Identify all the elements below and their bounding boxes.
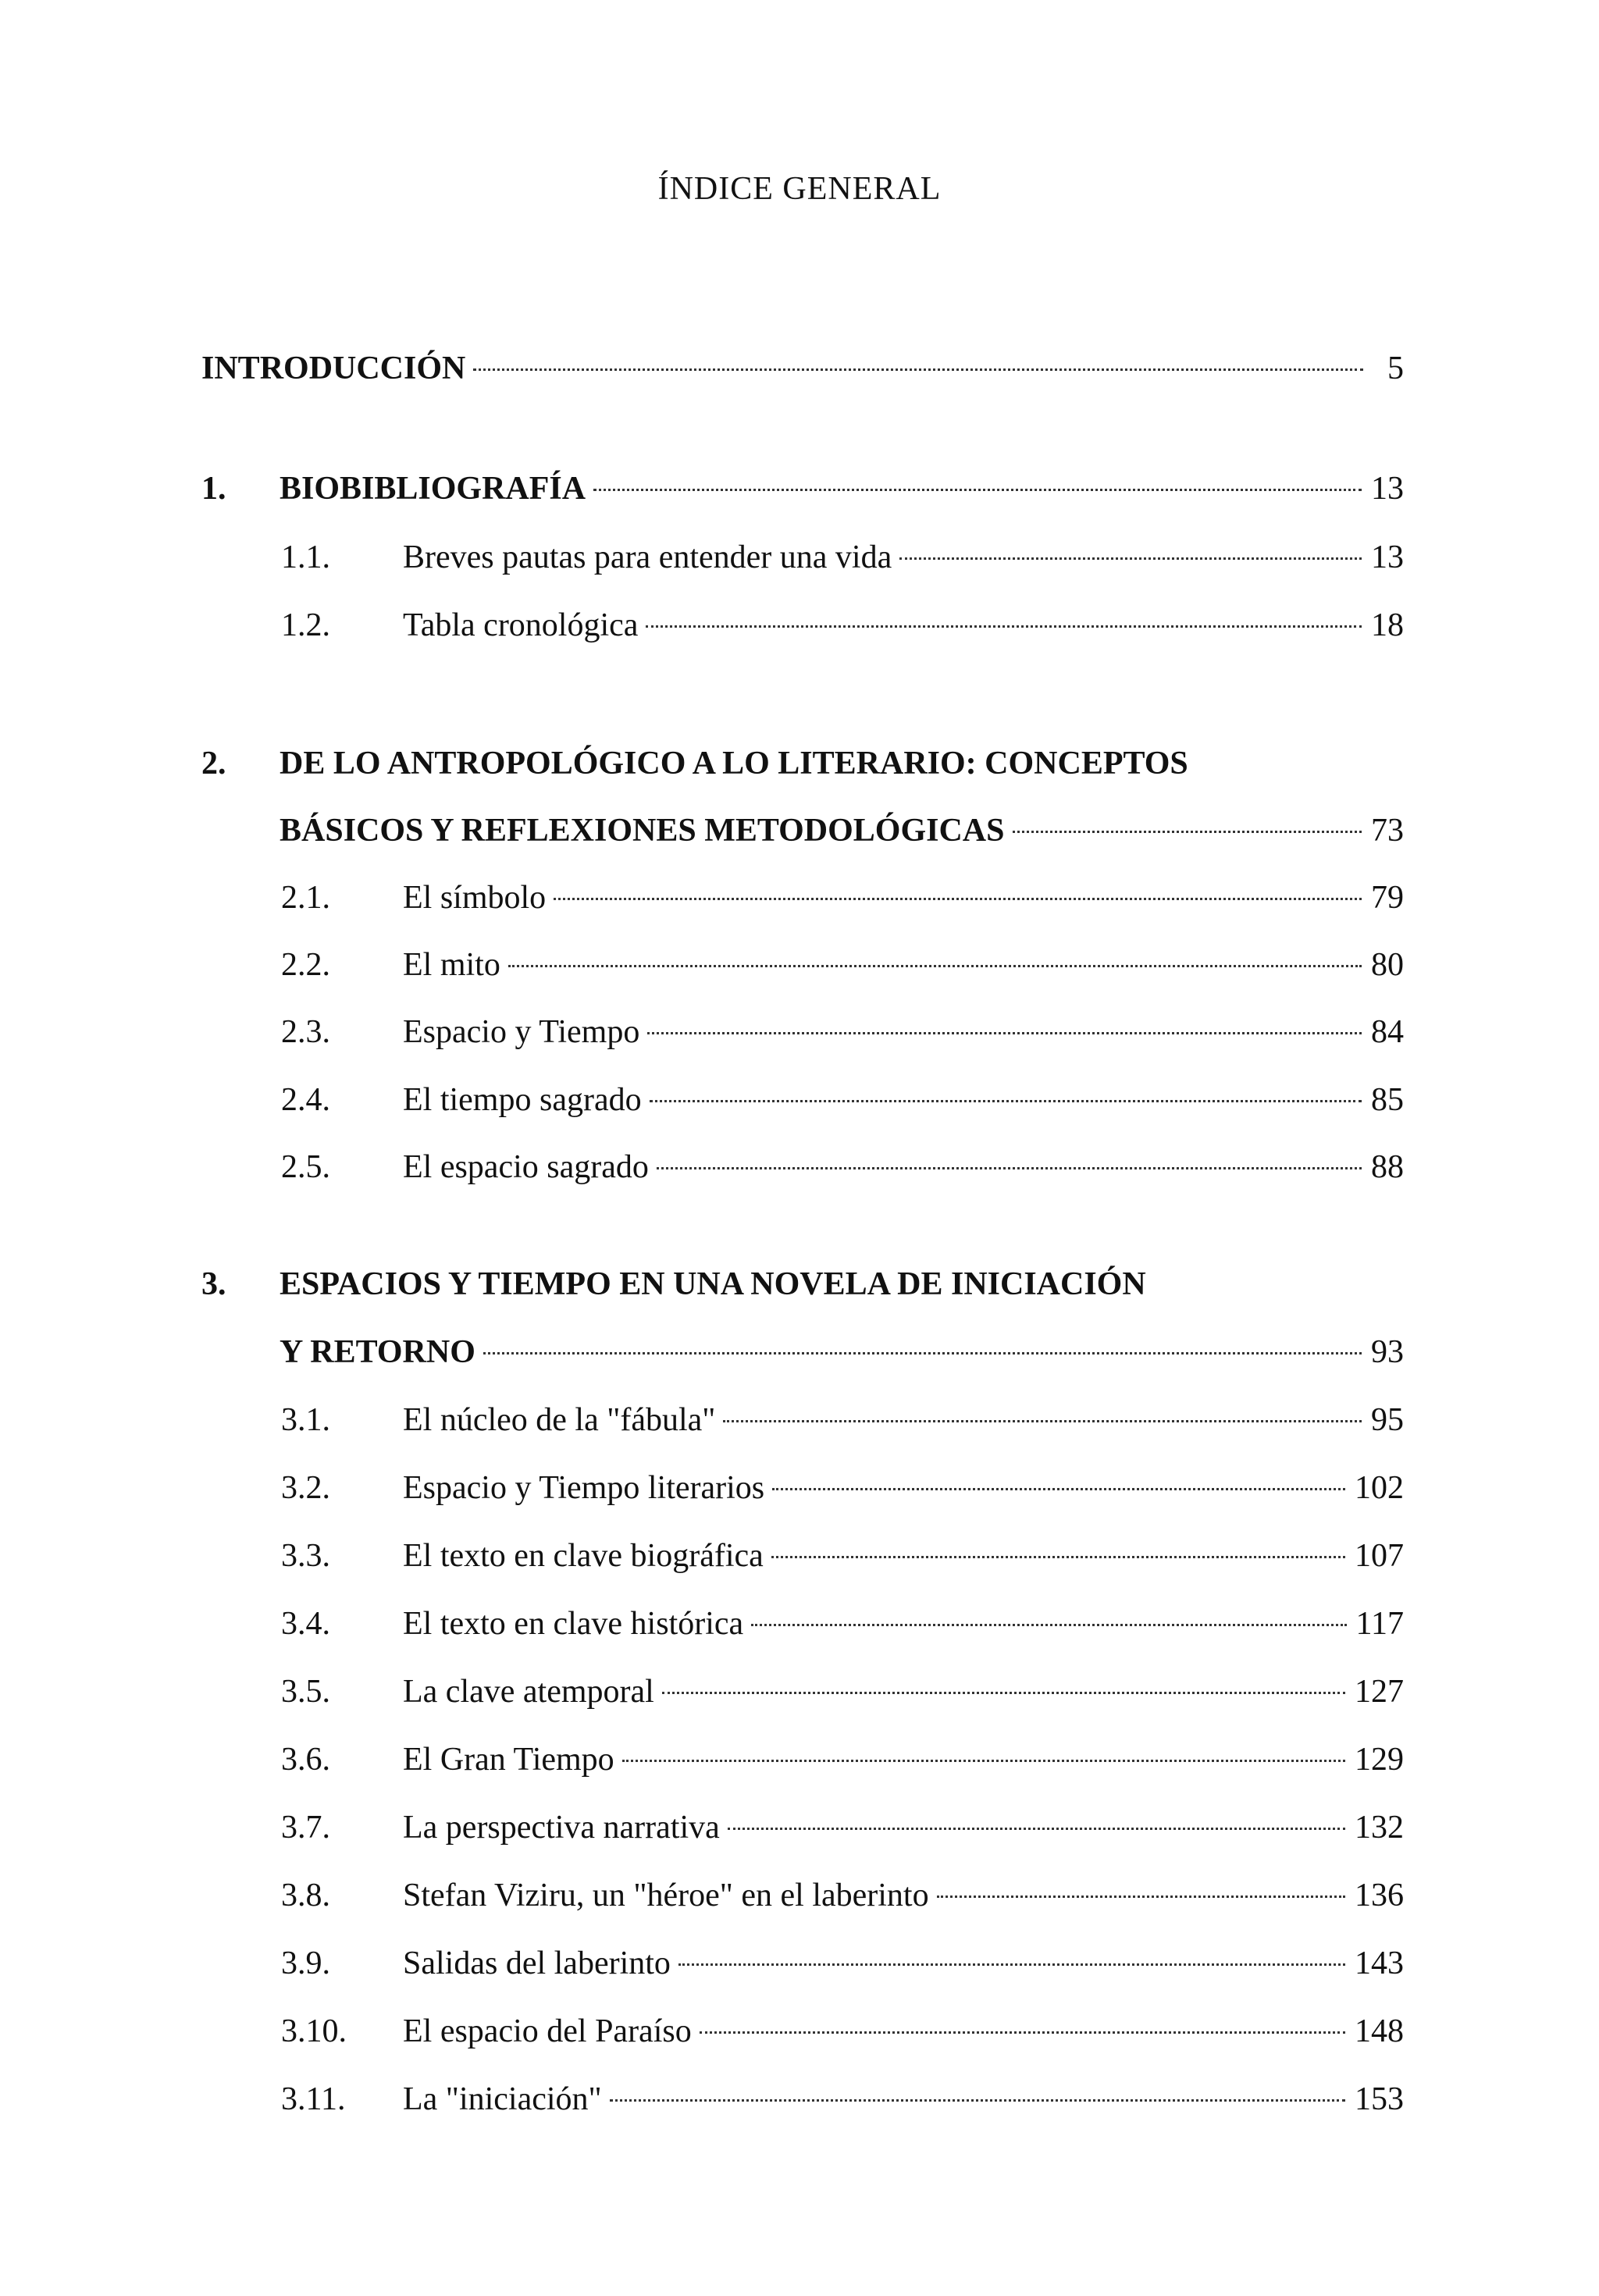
section-page: 136 <box>1355 1878 1404 1913</box>
section-label: El tiempo sagrado <box>403 1082 642 1118</box>
leader-dots <box>1013 831 1362 833</box>
toc-chapter-3-line2[interactable] <box>280 1329 1404 1376</box>
chapter-label: Y RETORNO <box>280 1334 475 1370</box>
leader-dots <box>772 1488 1345 1490</box>
section-page: 102 <box>1355 1470 1404 1506</box>
section-label: El texto en clave biográfica <box>403 1538 764 1574</box>
section-page: 18 <box>1371 607 1404 643</box>
toc-section[interactable] <box>281 2076 1404 2123</box>
section-label: El espacio del Paraíso <box>403 2013 692 2049</box>
toc-section[interactable] <box>281 1465 1404 1511</box>
section-number: 3.8. <box>281 1878 330 1913</box>
section-label: El núcleo de la "fábula" <box>403 1402 716 1438</box>
section-page: 127 <box>1355 1674 1404 1710</box>
section-number: 2.5. <box>281 1149 330 1185</box>
leader-dots <box>508 965 1362 967</box>
section-label: Breves pautas para entender una vida <box>403 539 892 575</box>
leader-dots <box>899 557 1362 560</box>
chapter-number: 3. <box>201 1266 226 1302</box>
section-page: 129 <box>1355 1742 1404 1778</box>
section-number: 3.11. <box>281 2081 346 2117</box>
section-number: 2.2. <box>281 947 330 983</box>
toc-section[interactable] <box>281 602 1404 649</box>
toc-chapter-2-line1[interactable] <box>201 740 1188 787</box>
section-number: 2.1. <box>281 880 330 916</box>
toc-section[interactable] <box>281 2008 1404 2055</box>
section-number: 3.7. <box>281 1810 330 1846</box>
section-page: 84 <box>1371 1014 1404 1050</box>
section-label: La perspectiva narrativa <box>403 1810 720 1846</box>
section-number: 2.3. <box>281 1014 330 1050</box>
section-number: 3.1. <box>281 1402 330 1438</box>
section-number: 3.10. <box>281 2013 347 2049</box>
toc-section[interactable] <box>281 1600 1404 1647</box>
chapter-label: DE LO ANTROPOLÓGICO A LO LITERARIO: CONCEPTOS <box>280 746 1188 781</box>
toc-chapter-1[interactable] <box>201 465 1404 512</box>
leader-dots <box>650 1100 1362 1102</box>
section-page: 79 <box>1371 880 1404 916</box>
toc-section[interactable] <box>281 534 1404 581</box>
leader-dots <box>728 1828 1345 1830</box>
toc-section[interactable] <box>281 874 1404 921</box>
toc-section[interactable] <box>281 1009 1404 1055</box>
section-label: Tabla cronológica <box>403 607 639 643</box>
leader-dots <box>771 1556 1345 1558</box>
section-label: El mito <box>403 947 500 983</box>
chapter-page: 73 <box>1371 813 1404 849</box>
section-page: 117 <box>1355 1606 1404 1642</box>
chapter-number: 1. <box>201 471 226 507</box>
toc-section[interactable] <box>281 1872 1404 1919</box>
toc-section[interactable] <box>281 1077 1404 1123</box>
toc-section[interactable] <box>281 942 1404 988</box>
toc-chapter-2-line2[interactable] <box>280 807 1404 854</box>
toc-intro[interactable] <box>201 345 1404 392</box>
leader-dots <box>723 1420 1362 1422</box>
section-number: 2.4. <box>281 1082 330 1118</box>
section-page: 148 <box>1355 2013 1404 2049</box>
toc-intro-page: 5 <box>1387 351 1404 386</box>
toc-section[interactable] <box>281 1668 1404 1715</box>
section-page: 85 <box>1371 1082 1404 1118</box>
section-page: 132 <box>1355 1810 1404 1846</box>
leader-dots <box>700 2031 1345 2034</box>
section-label: La clave atemporal <box>403 1674 654 1710</box>
toc-chapter-3-line1[interactable] <box>201 1261 1146 1308</box>
toc-section[interactable] <box>281 1144 1404 1191</box>
leader-dots <box>646 625 1362 628</box>
toc-section[interactable] <box>281 1397 1404 1443</box>
leader-dots <box>647 1032 1362 1034</box>
section-number: 3.2. <box>281 1470 330 1506</box>
section-number: 3.9. <box>281 1945 330 1981</box>
toc-section[interactable] <box>281 1532 1404 1579</box>
leader-dots <box>483 1352 1362 1354</box>
section-page: 88 <box>1371 1149 1404 1185</box>
section-label: Stefan Viziru, un "héroe" en el laberinto <box>403 1878 929 1913</box>
leader-dots <box>657 1167 1362 1169</box>
leader-dots <box>622 1760 1345 1762</box>
chapter-label: ESPACIOS Y TIEMPO EN UNA NOVELA DE INICIACIÓN <box>280 1266 1146 1302</box>
chapter-number: 2. <box>201 746 226 781</box>
leader-dots <box>678 1963 1345 1966</box>
toc-intro-label: INTRODUCCIÓN <box>201 351 466 386</box>
page-title: ÍNDICE GENERAL <box>657 171 942 207</box>
section-number: 3.3. <box>281 1538 330 1574</box>
section-label: El símbolo <box>403 880 547 916</box>
leader-dots <box>751 1624 1346 1626</box>
leader-dots <box>473 368 1363 371</box>
chapter-label: BIOBIBLIOGRAFÍA <box>280 471 586 507</box>
section-label: El Gran Tiempo <box>403 1742 614 1778</box>
section-label: El espacio sagrado <box>403 1149 649 1185</box>
section-number: 3.5. <box>281 1674 330 1710</box>
toc-section[interactable] <box>281 1940 1404 1987</box>
chapter-label: BÁSICOS Y REFLEXIONES METODOLÓGICAS <box>280 813 1005 849</box>
chapter-page: 93 <box>1371 1334 1404 1370</box>
leader-dots <box>662 1692 1345 1694</box>
section-label: Espacio y Tiempo literarios <box>403 1470 765 1506</box>
section-number: 3.4. <box>281 1606 330 1642</box>
section-label: Salidas del laberinto <box>403 1945 671 1981</box>
section-number: 1.2. <box>281 607 330 643</box>
section-page: 143 <box>1355 1945 1404 1981</box>
section-page: 107 <box>1355 1538 1404 1574</box>
leader-dots <box>937 1896 1345 1898</box>
section-label: El texto en clave histórica <box>403 1606 744 1642</box>
section-page: 95 <box>1371 1402 1404 1438</box>
leader-dots <box>554 898 1362 900</box>
section-number: 1.1. <box>281 539 330 575</box>
section-page: 13 <box>1371 539 1404 575</box>
leader-dots <box>610 2099 1345 2102</box>
toc-section[interactable] <box>281 1804 1404 1851</box>
section-label: Espacio y Tiempo <box>403 1014 640 1050</box>
section-label: La "iniciación" <box>403 2081 602 2117</box>
section-number: 3.6. <box>281 1742 330 1778</box>
leader-dots <box>593 489 1362 491</box>
chapter-page: 13 <box>1371 471 1404 507</box>
toc-section[interactable] <box>281 1736 1404 1783</box>
section-page: 80 <box>1371 947 1404 983</box>
section-page: 153 <box>1355 2081 1404 2117</box>
